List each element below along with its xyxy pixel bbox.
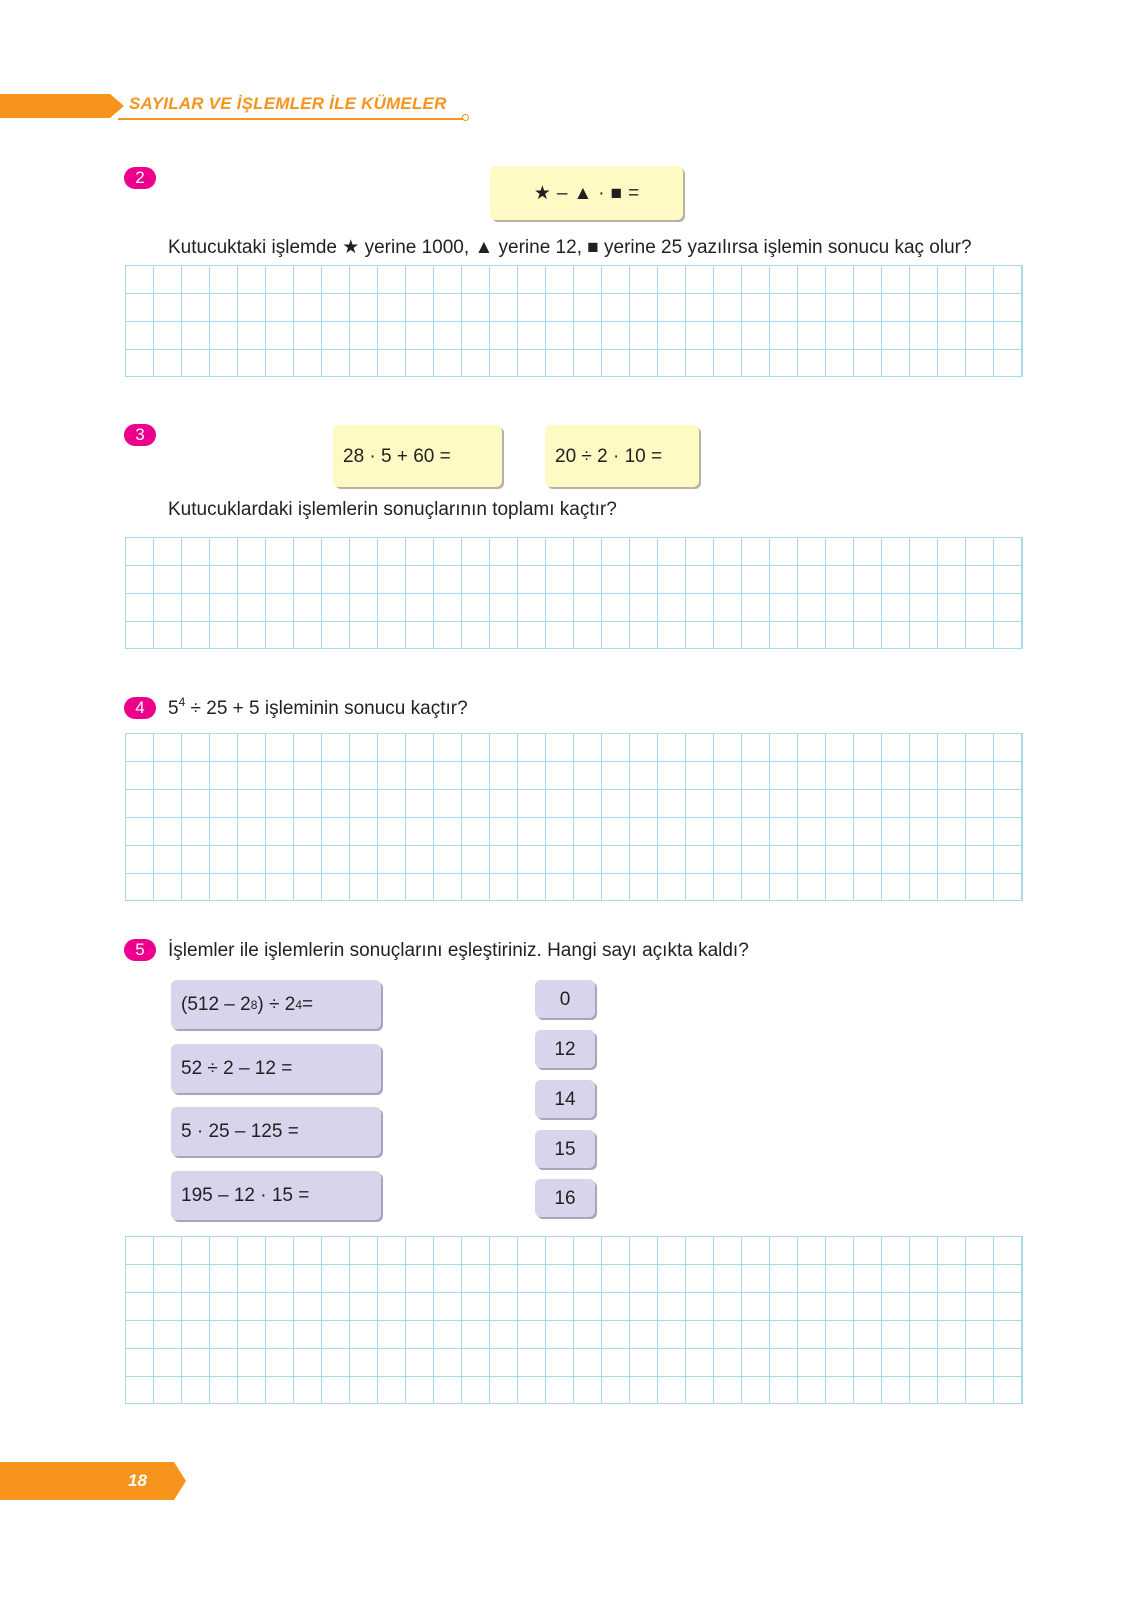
page-number: 18 [128,1471,147,1490]
q3-expression-box-1: 28 · 5 + 60 = [333,425,502,487]
q4-text: işleminin sonucu kaçtır? [264,698,468,719]
q5-result-2[interactable]: 14 [535,1080,595,1118]
q5-result-0[interactable]: 0 [535,980,595,1018]
question-number-3: 3 [124,424,156,446]
q2-answer-grid[interactable] [125,265,1023,377]
q2-box-dot: · [598,182,605,204]
q2-expression-box [490,166,683,220]
q5-expression-3[interactable]: 5 · 25 – 125 = [171,1107,381,1156]
q5-result-1[interactable]: 12 [535,1030,595,1068]
q4-base: 5 [168,698,179,719]
triangle-icon: ▲ [573,182,593,204]
q2-text-part-3: yerine 12, [498,237,582,258]
q5-result-4[interactable]: 16 [535,1179,595,1217]
q2-text-part-2: yerine 1000, [364,237,470,258]
q5-expr1-part-c: = [302,994,314,1015]
question-number-2: 2 [124,167,156,189]
footer-band [0,1462,186,1500]
square-icon: ■ [587,237,599,258]
q2-box-equals: = [628,182,640,204]
q3-question-text: Kutucuklardaki işlemlerin sonuçlarının toplamı kaçtır? [168,499,617,520]
star-icon: ★ [342,237,360,258]
q5-expr1-part-a: (512 – 2 [181,994,251,1015]
q5-question-text: İşlemler ile işlemlerin sonuçlarını eşleştiriniz. Hangi sayı açıkta kaldı? [168,940,749,961]
question-number-5: 5 [124,939,156,961]
q5-answer-grid[interactable] [125,1236,1023,1404]
q5-expr1-part-b: ) ÷ 2 [257,994,296,1015]
q2-text-part-4: yerine 25 yazılırsa işlemin sonucu kaç olur? [604,237,972,258]
q3-answer-grid[interactable] [125,537,1023,649]
question-number-4: 4 [124,697,156,719]
header-line-dot [462,114,469,121]
square-icon: ■ [610,182,623,204]
q3-expression-box-2: 20 ÷ 2 · 10 = [545,425,699,487]
triangle-icon: ▲ [474,237,494,258]
q2-text-part-1: Kutucuktaki işlemde [168,237,337,258]
q4-question-text [168,695,468,720]
q5-expression-2[interactable]: 52 ÷ 2 – 12 = [171,1044,381,1093]
header-band [0,94,124,118]
header-underline [118,118,463,120]
q2-question-text [168,236,972,259]
q2-box-minus: – [556,182,568,204]
q5-expression-1[interactable]: (512 – 2 8 ) ÷ 2 4 = [171,980,381,1029]
q4-answer-grid[interactable] [125,733,1023,901]
q4-exponent: 4 [178,695,186,709]
q5-result-3[interactable]: 15 [535,1130,595,1168]
q4-expression-rest: ÷ 25 + 5 [185,698,260,719]
chapter-title: SAYILAR VE İŞLEMLER İLE KÜMELER [129,94,447,113]
q5-expression-4[interactable]: 195 – 12 · 15 = [171,1171,381,1220]
star-icon: ★ [533,182,551,204]
